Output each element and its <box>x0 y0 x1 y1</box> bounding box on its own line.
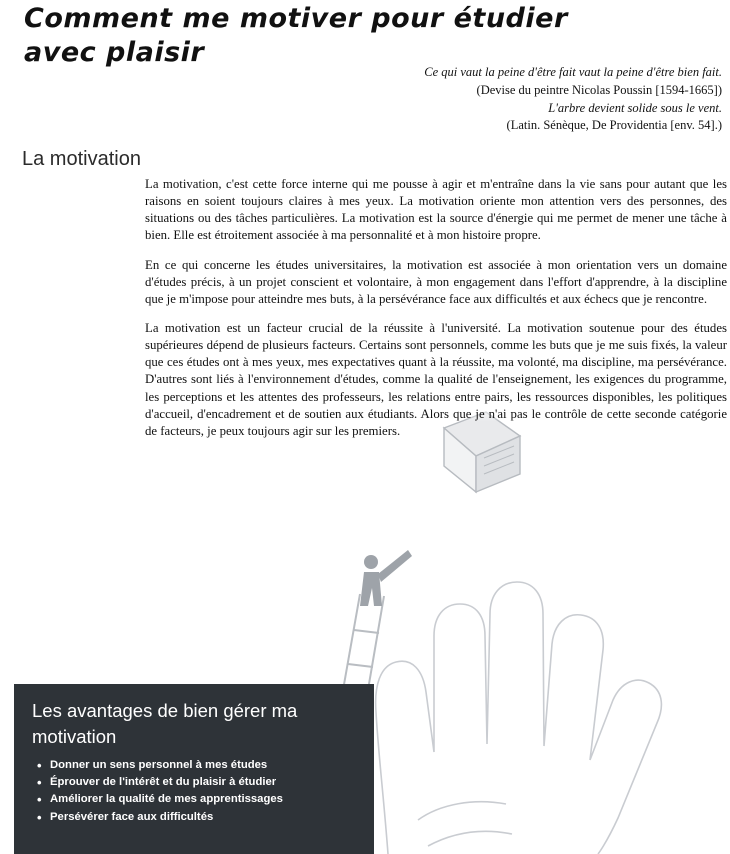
section-heading: La motivation <box>22 148 141 170</box>
page-title <box>24 2 624 70</box>
epigraph <box>302 64 722 135</box>
callout-list <box>32 757 356 826</box>
page-title-line2: avec plaisir <box>24 36 205 68</box>
paragraph-3: La motivation est un facteur crucial de la réussite à l'université. La motivation soutenue pour des études supérieures dépend de plusieurs facteurs. Certains sont personnels, comme les buts que je me suis fixés, la valeur que ces études ont à mes yeux, mes expectatives quant à la réussite, ma volonté, ma discipline, ma persévérance. D'autres sont liés à l'environnement d'études, comme la qualité de l'enseignement, les exigences du programme, les perceptions et les attentes des professeurs, les relations entre pairs, les ressources disponibles, les politiques d'accueil, d'encadrement et de soutien aux étudiants. Alors que je n'ai pas le contrôle de cette seconde catégorie de facteurs, je peux toujours agir sur les premiers. <box>145 320 727 438</box>
paragraph-2: En ce qui concerne les études universitaires, la motivation est associée à mon orientation vers un domaine d'études précis, à un projet conscient et volontaire, à mon engagement dans l'effort d'apprendre, à la discipline que je m'impose pour atteindre mes buts, à la persévérance face aux difficultés et aux échecs que je rencontre. <box>145 257 727 306</box>
advantages-callout <box>14 684 374 854</box>
list-item: • Persévérer face aux difficultés <box>50 809 356 826</box>
callout-title: Les avantages de bien gérer ma motivation <box>32 700 298 747</box>
paragraph-1: La motivation, c'est cette force interne qui me pousse à agir et m'entraîne dans la vie sans pour autant que les raisons en soient toujours claires à mes yeux. La motivation oriente mon attention vers des personnes, des situations ou des tâches particulières. La motivation est la source d'énergie qui me permet de mener une tâche à bien. Elle est étroitement associée à ma personnalité et à mon histoire propre. <box>145 177 727 243</box>
epigraph-source-1: (Devise du peintre Nicolas Poussin [1594-1665]) <box>476 82 722 97</box>
epigraph-quote-2: L'arbre devient solide sous le vent. <box>548 100 722 115</box>
epigraph-source-2: (Latin. Sénèque, De Providentia [env. 54].) <box>506 118 722 133</box>
body-text <box>145 176 727 452</box>
epigraph-quote-1: Ce qui vaut la peine d'être fait vaut la peine d'être bien fait. <box>424 65 722 79</box>
list-item: • Éprouver de l'intérêt et du plaisir à étudier <box>50 774 356 791</box>
page-title-line1: Comment me motiver pour étudier <box>24 3 568 34</box>
list-item: • Donner un sens personnel à mes études <box>50 757 356 774</box>
list-item: • Améliorer la qualité de mes apprentissages <box>50 791 356 808</box>
